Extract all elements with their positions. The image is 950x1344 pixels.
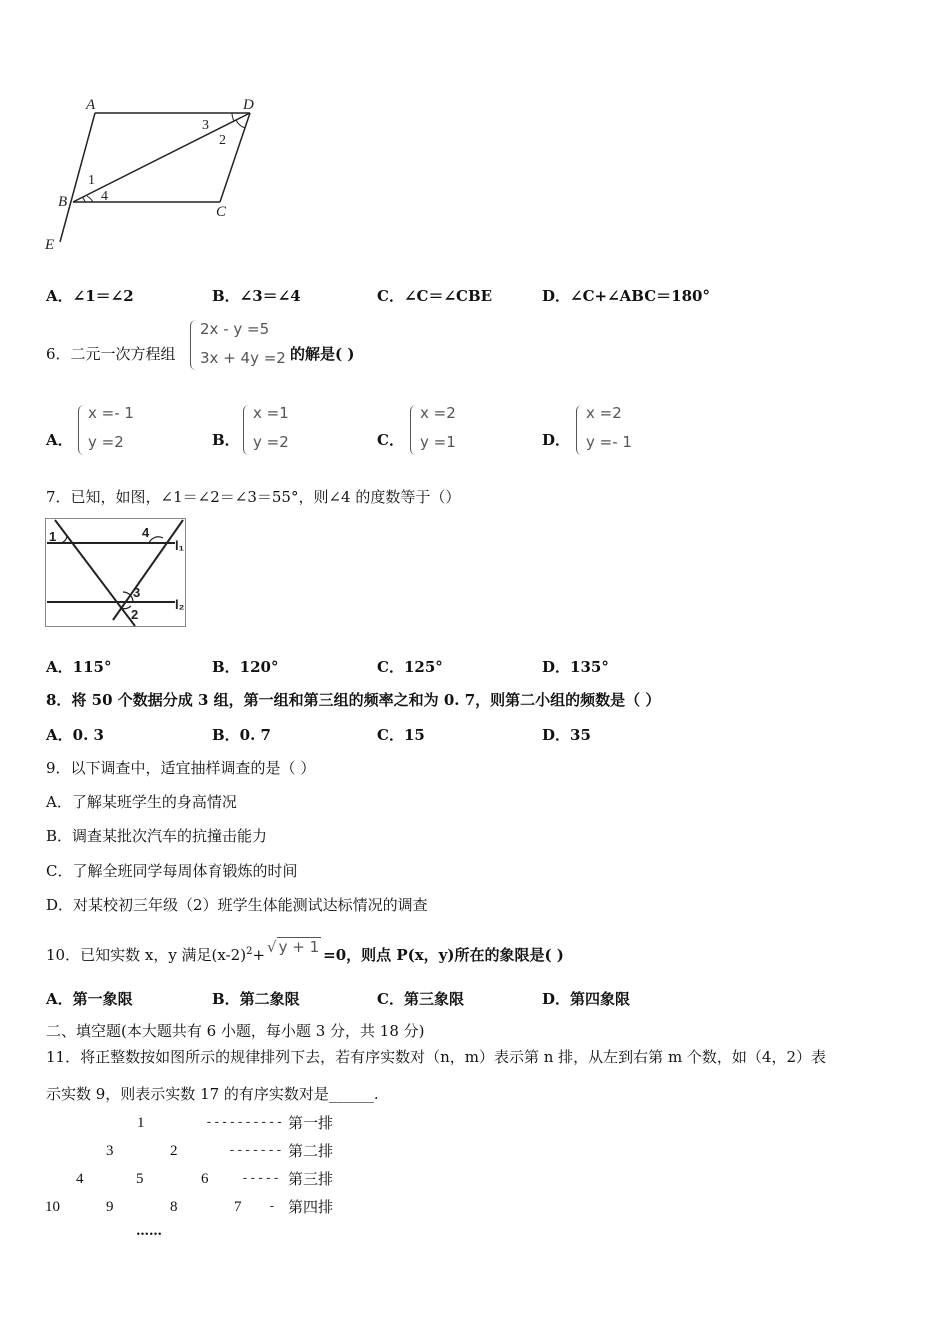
parallelogram-figure [40,92,280,257]
q10-option-d[interactable]: D．第四象限 [542,990,631,1008]
q9-text: 9．以下调查中，适宜抽样调查的是（ ） [46,759,316,777]
segment-BD [73,113,250,202]
q6-option-c-system[interactable] [410,403,490,459]
row2-num-2: 2 [170,1143,178,1159]
section-2-heading: 二、填空题(本大题共有 6 小题，每小题 3 分，共 18 分) [46,1022,425,1040]
q6-option-b-label[interactable]: B． [212,431,240,449]
row3-dash: ----- [241,1171,281,1186]
angle-label-4: 4 [142,525,150,540]
row4-num-4: 7 [234,1199,242,1215]
angle-label-2: 2 [131,607,139,622]
row4-num-1: 10 [45,1199,60,1215]
q9-option-b[interactable]: B．调查某批次汽车的抗撞击能力 [46,827,268,845]
row1-dash: ---------- [205,1115,284,1130]
q6-suffix: 的解是( ) [290,345,355,363]
q9-option-a[interactable]: A．了解某班学生的身高情况 [46,793,237,811]
angle-label-3: 3 [202,118,209,133]
q6-option-c-eq2: y =1 [420,433,456,451]
angle-label-4: 4 [101,189,108,204]
angle-label-1: 1 [88,173,95,188]
angle-arc-2 [236,120,245,128]
label-E: E [45,237,55,253]
q8-option-c[interactable]: C．15 [377,726,425,744]
q11-line1: 11．将正整数按如图所示的规律排列下去，若有序实数对（n，m）表示第 n 排，从左到右第 m 个数，如（4，2）表 [46,1048,827,1066]
q5-option-d[interactable]: D．∠C+∠ABC＝180° [542,287,710,305]
q8-text: 8．将 50 个数据分成 3 组，第一组和第三组的频率之和为 0. 7，则第二小组的频数是（ ） [46,691,661,709]
label-l1: l₁ [175,538,184,553]
row2-dash: ------- [228,1143,283,1158]
q6-option-b-eq2: y =2 [253,433,289,451]
q8-option-d[interactable]: D．35 [542,726,591,744]
q6-option-d-eq1: x =2 [586,404,622,422]
q6-option-a-system[interactable] [78,403,158,459]
q9-option-d[interactable]: D．对某校初三年级（2）班学生体能测试达标情况的调查 [46,896,428,914]
angle-label-1: 1 [49,529,57,544]
q11-line2: 示实数 9，则表示实数 17 的有序实数对是______. [46,1085,379,1103]
q10-sqrt: √ y + 1 [267,938,320,956]
row3-num-1: 4 [76,1171,84,1187]
label-C: C [216,204,227,220]
row2-num-1: 3 [106,1143,114,1159]
q6-option-a-eq1: x =- 1 [88,404,134,422]
label-D: D [243,97,254,113]
q6-option-d-eq2: y =- 1 [586,433,632,451]
q5-option-a[interactable]: A．∠1＝∠2 [46,287,134,305]
angle-label-3: 3 [133,585,141,600]
row2-label: 第二排 [288,1142,334,1160]
label-B: B [58,194,68,210]
row4-label: 第四排 [288,1198,334,1216]
angle-label-2: 2 [219,133,226,148]
q10-plus: + [252,946,266,964]
q6-option-c-eq1: x =2 [420,404,456,422]
q7-text: 7．已知，如图，∠1＝∠2＝∠3＝55°，则∠4 的度数等于（） [46,488,461,506]
row4-num-3: 8 [170,1199,178,1215]
q5-option-c[interactable]: C．∠C＝∠CBE [377,287,493,305]
parallel-lines-figure [45,518,187,628]
q7-option-c[interactable]: C．125° [377,658,443,676]
q6-option-c-label[interactable]: C． [377,431,404,449]
row3-num-2: 5 [136,1171,144,1187]
row1-label: 第一排 [288,1114,334,1132]
q6-option-a-label[interactable]: A． [46,431,73,449]
label-l2: l₂ [175,597,185,612]
q5-option-b[interactable]: B．∠3＝∠4 [212,287,301,305]
row3-label: 第三排 [288,1170,334,1188]
angle-arc-1 [87,196,93,202]
label-A: A [86,97,96,113]
q6-option-a-eq2: y =2 [88,433,124,451]
q7-option-a[interactable]: A．115° [46,658,112,676]
q10-exponent: 2 [246,946,253,957]
row1-num-1: 1 [137,1115,145,1131]
row4-dash: - [268,1199,276,1214]
q10-option-a[interactable]: A．第一象限 [46,990,133,1008]
q6-eq2: 3x + 4y =2 [200,349,286,367]
ellipsis: …… [136,1224,162,1239]
q6-option-b-system[interactable] [243,403,323,459]
q6-option-b-eq1: x =1 [253,404,289,422]
q10-question [46,938,564,965]
q7-option-b[interactable]: B．120° [212,658,279,676]
q10-suffix: =0，则点 P(x，y)所在的象限是( ) [323,946,564,964]
q6-option-d-system[interactable] [576,403,656,459]
q6-option-d-label[interactable]: D． [542,431,571,449]
q6-eq1: 2x - y =5 [200,320,270,338]
q7-option-d[interactable]: D．135° [542,658,609,676]
q8-option-b[interactable]: B．0. 7 [212,726,271,744]
q6-prefix: 6．二元一次方程组 [46,345,176,363]
q9-option-c[interactable]: C．了解全班同学每周体育锻炼的时间 [46,862,298,880]
q10-prefix: 10．已知实数 x，y 满足(x-2) [46,946,247,964]
q6-equation-system [190,318,290,374]
q8-option-a[interactable]: A．0. 3 [46,726,104,744]
angle-arc-3 [232,113,234,121]
row3-num-3: 6 [201,1171,209,1187]
q10-option-b[interactable]: B．第二象限 [212,990,300,1008]
q10-option-c[interactable]: C．第三象限 [377,990,464,1008]
row4-num-2: 9 [106,1199,114,1215]
